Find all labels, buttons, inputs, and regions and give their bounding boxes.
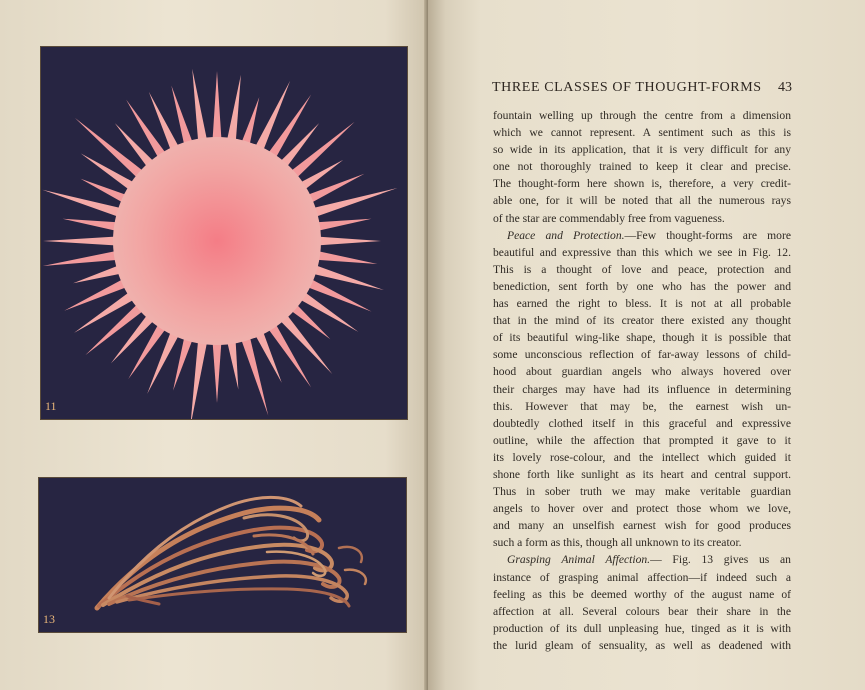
star-ray xyxy=(43,236,125,246)
text-line: some unconscious reflection of far-away lessons of child- xyxy=(493,348,791,362)
text-line: shone forth like sunlight as its heart and central support. xyxy=(493,467,791,481)
text-line: affection at all. Several colours bear their share in the xyxy=(493,604,791,618)
body-text xyxy=(493,107,791,654)
text-line: production of its dull unpleasing hue, tinged as it is with xyxy=(493,621,791,635)
text-line: This is a thought of love and peace, protection and xyxy=(493,262,791,276)
text-line: able one, for it will be noted that all the numerous rays xyxy=(493,194,791,208)
text-line: such a form as this, though all unknown to its creator. xyxy=(493,536,742,550)
text-line: hood about guardian angels who always hovered over xyxy=(493,365,791,379)
plate-figure-11 xyxy=(41,47,407,419)
pink-star-thought-form-illustration xyxy=(41,47,407,419)
paragraph-heading-grasping-animal-affection: Grasping Animal Affection. xyxy=(507,553,651,567)
text-line: this. However that may be, the earnest wish un- xyxy=(493,399,791,413)
text-line: which we cannot represent. A sentiment such as this is xyxy=(493,126,791,140)
text-line: the lurid gleam of sensuality, as well as deadened with xyxy=(493,638,791,652)
plate-number-13: 13 xyxy=(43,612,55,626)
text-line: instance of grasping animal affection—if indeed such a xyxy=(493,570,791,584)
paragraph-heading-peace-and-protection: Peace and Protection. xyxy=(507,228,625,242)
text-line: and many an unselfish earnest wish for good produces xyxy=(493,519,791,533)
text-line: has earned the right to bless. It is not at all probable xyxy=(493,297,791,311)
text-line: The thought-form here shown is, therefore, a very credit- xyxy=(493,177,791,191)
text-line: outline, while the affection that prompted it gave to it xyxy=(493,433,791,447)
text-line: beautiful and expressive than this which we see in Fig. 12. xyxy=(493,245,791,259)
text-line: of its beautiful wing-like shape, though it is possible that xyxy=(493,331,791,345)
text-line: their charges may have had its influence in determining xyxy=(493,382,791,396)
left-page xyxy=(0,0,428,690)
star-core xyxy=(113,137,321,345)
text-line: angels to hover over and protect those whom we love, xyxy=(493,502,791,516)
text-line: that in the mind of its creator there existed any thought xyxy=(493,314,791,328)
text-line: one not thoroughly trained to keep it clear and precise. xyxy=(493,160,791,174)
paragraph-lead-text: — Fig. 13 gives us an xyxy=(650,553,791,567)
paragraph-heading-line xyxy=(493,227,791,244)
text-line: its lovely rose-colour, and the intellect which guided it xyxy=(493,450,791,464)
text-line: so wide in its application, that it is very difficult for any xyxy=(493,143,791,157)
paragraph-lead-text: —Few thought-forms are more xyxy=(624,228,791,242)
text-line: benediction, sent forth by one who has the power and xyxy=(493,279,791,293)
plate-number-11: 11 xyxy=(45,399,57,413)
text-line: Thus in sober truth we may make veritable guardian xyxy=(493,485,791,499)
page-header xyxy=(492,80,792,100)
paragraph-heading-line xyxy=(493,551,791,568)
page-number: 43 xyxy=(778,80,792,95)
text-line: of the star are commendably free from vagueness. xyxy=(493,211,725,225)
running-title: THREE CLASSES OF THOUGHT-FORMS xyxy=(492,80,762,95)
plate-figure-13 xyxy=(39,478,406,632)
wave-strokes xyxy=(97,497,366,608)
wave-thought-form-illustration xyxy=(39,478,406,632)
text-line: doubtedly clothed itself in this graceful and expressive xyxy=(493,416,791,430)
text-line: feeling as this be deemed worthy of the august name of xyxy=(493,587,791,601)
text-line: fountain welling up through the centre from a dimension xyxy=(493,109,791,122)
